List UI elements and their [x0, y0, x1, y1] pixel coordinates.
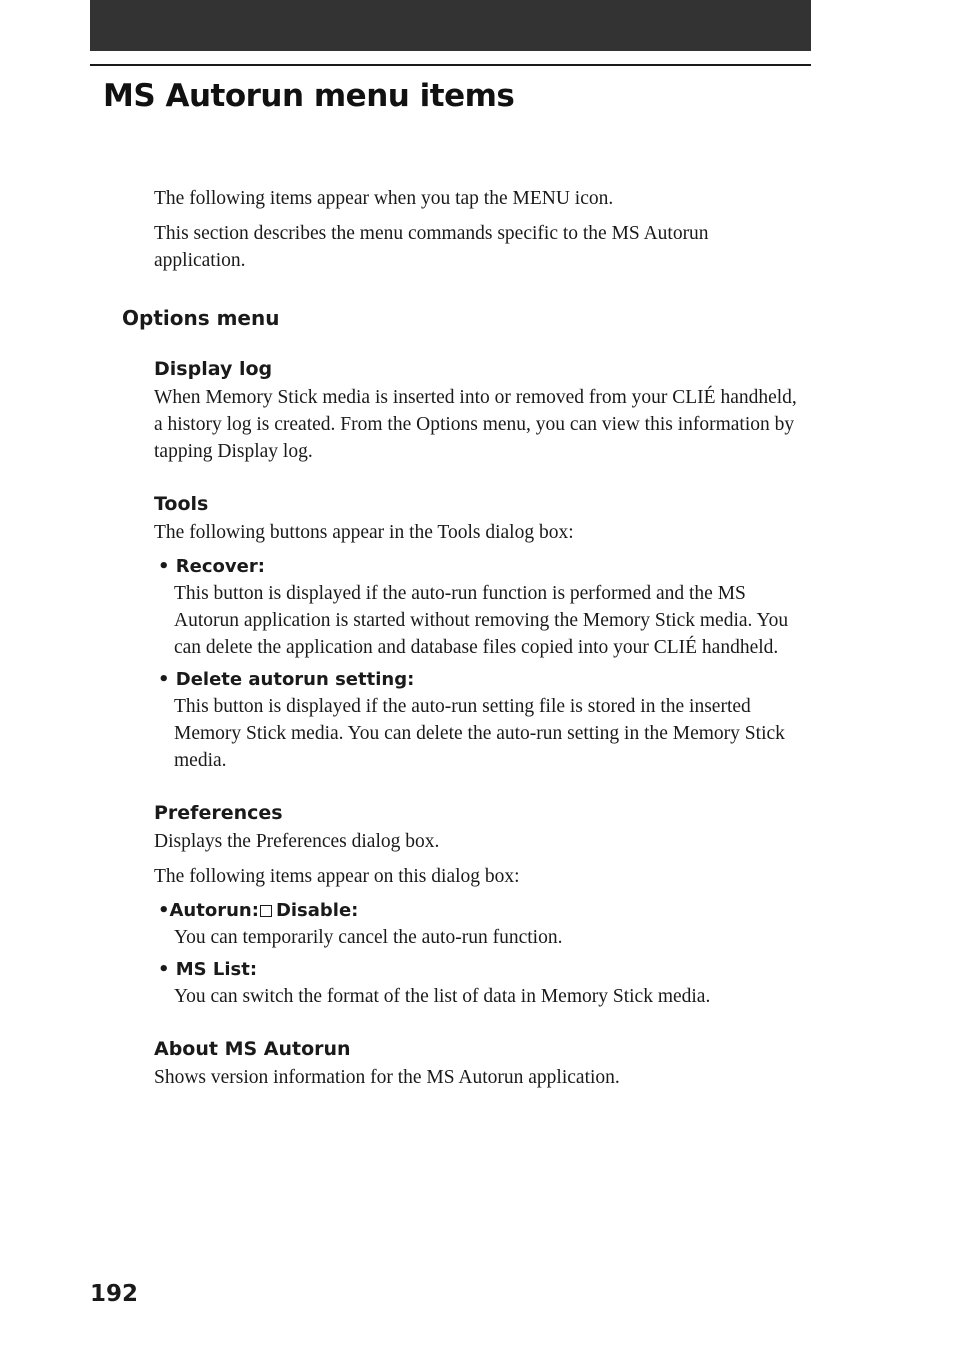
header-rule — [90, 64, 811, 66]
tools-body: The following buttons appear in the Tools dialog box: — [154, 522, 574, 543]
checkbox-icon — [260, 905, 272, 917]
tools-heading: Tools — [154, 493, 209, 515]
page-number: 192 — [90, 1281, 139, 1307]
preferences-body-2: The following items appear on this dialog box: — [154, 866, 520, 887]
intro-paragraph-1: The following items appear when you tap the MENU icon. — [154, 188, 614, 209]
list-item — [154, 554, 804, 661]
autorun-disable-label — [158, 898, 804, 924]
options-menu-heading: Options menu — [122, 306, 280, 330]
preferences-body-1: Displays the Preferences dialog box. — [154, 831, 440, 852]
page-title: MS Autorun menu items — [103, 78, 515, 114]
display-log-heading: Display log — [154, 358, 273, 380]
header-bar — [90, 0, 811, 51]
preferences-heading: Preferences — [154, 802, 283, 824]
delete-autorun-body: This button is displayed if the auto-run setting file is stored in the inserted Memory Stick media. You can delete the auto-run setting in the Memory Stick media. — [174, 696, 785, 771]
delete-autorun-label: • Delete autorun setting: — [158, 669, 415, 690]
main-content — [122, 185, 804, 1099]
about-heading: About MS Autorun — [154, 1038, 351, 1060]
recover-label: • Recover: — [158, 556, 265, 577]
autorun-disable-body: You can temporarily cancel the auto-run function. — [174, 927, 563, 948]
ms-list-label: • MS List: — [158, 959, 258, 980]
display-log-body: When Memory Stick media is inserted into or removed from your CLIÉ handheld, a history log is created. From the Options menu, you can view this information by tapping Display log. — [154, 387, 797, 462]
list-item — [154, 957, 804, 1010]
autorun-label-suffix: Disable: — [275, 900, 359, 921]
list-item — [154, 898, 804, 951]
ms-list-body: You can switch the format of the list of data in Memory Stick media. — [174, 986, 711, 1007]
intro-paragraph-2: This section describes the menu commands specific to the MS Autorun application. — [154, 223, 709, 271]
autorun-label-prefix: •Autorun: — [158, 900, 259, 921]
list-item — [154, 667, 804, 774]
about-body: Shows version information for the MS Autorun application. — [154, 1067, 620, 1088]
recover-body: This button is displayed if the auto-run function is performed and the MS Autorun application is started without removing the Memory Stick media. You can delete the application and database files copied into your CLIÉ handheld. — [174, 583, 789, 658]
